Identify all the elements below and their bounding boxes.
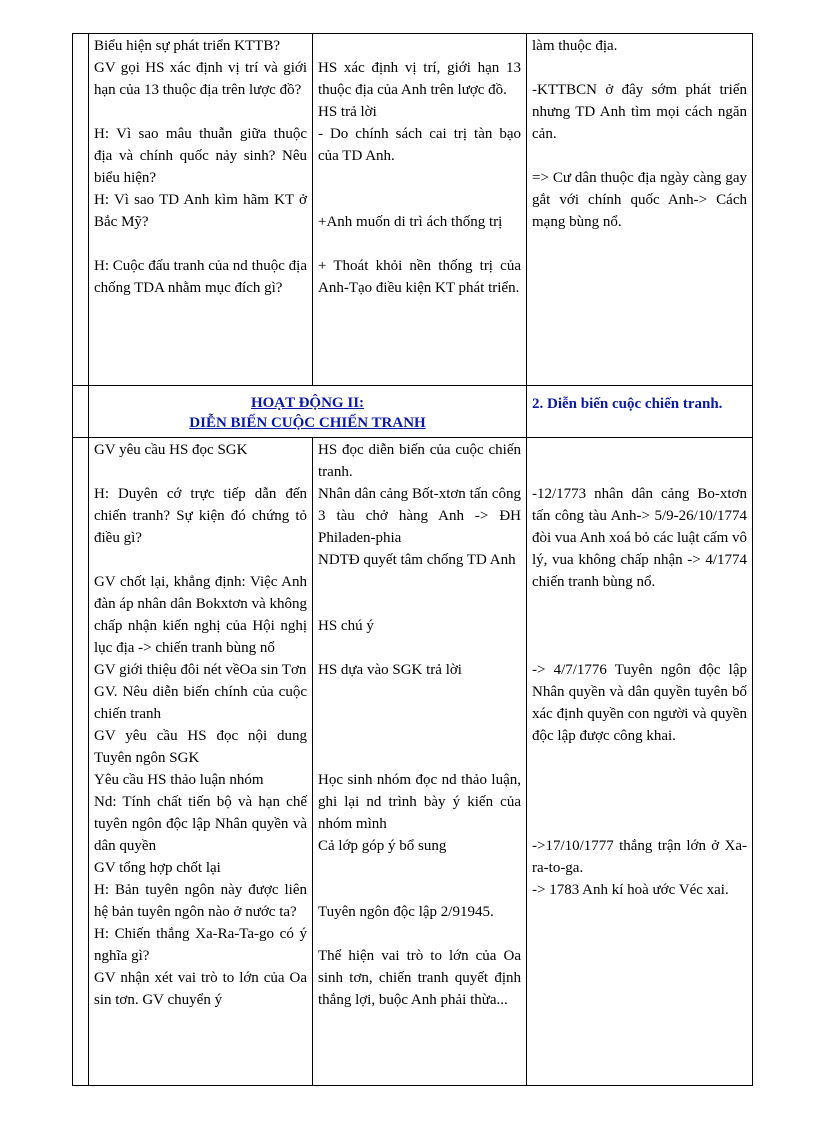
teacher-text: H: Chiến thắng Xa-Ra-Ta-go có ý nghĩa gì? [94,926,307,964]
student-text: HS xác định vị trí, giới hạn 13 thuộc địa của Anh trên lược đồ. [318,60,521,98]
teacher-text: H: Bản tuyên ngôn này được liên hệ bản tuyên ngôn nào ở nước ta? [94,882,307,920]
content-cell [527,438,753,1086]
teacher-text: GV gọi HS xác định vị trí và giới hạn của 13 thuộc địa trên lược đồ? [94,60,307,98]
teacher-text: GV yêu cầu HS đọc nội dung Tuyên ngôn SGK [94,728,307,766]
section-title: 2. Diễn biến cuộc chiến tranh. [532,396,723,412]
teacher-text: GV nhận xét vai trò to lớn của Oa sin tơn. GV chuyển ý [94,970,307,1008]
teacher-text: GV chốt lại, khẳng định: Việc Anh đàn áp nhân dân Bokxtơn và không chấp nhận kiến nghị của Hội nghị lục địa -> chiến tranh bùng nổ [94,574,307,656]
teacher-text: Biểu hiện sự phát triển KTTB? [94,38,281,54]
teacher-text: GV tổng hợp chốt lại [94,860,221,876]
teacher-text: Yêu cầu HS thảo luận nhóm [94,772,264,788]
student-text: Học sinh nhóm đọc nd thảo luận, ghi lại nd trình bày ý kiến của nhóm mình [318,772,521,832]
lesson-plan-table [72,33,753,1086]
margin-cell [73,438,89,1086]
content-text: làm thuộc địa. [532,38,618,54]
activity-heading-line2: DIỄN BIẾN CUỘC CHIẾN TRANH [189,415,426,431]
student-activity-cell [313,34,527,386]
student-text: Tuyên ngôn độc lập 2/91945. [318,904,494,920]
teacher-text: GV giới thiệu đôi nét vềOa sin Tơn [94,662,307,678]
teacher-text: H: Duyên cớ trực tiếp dẫn đến chiến tranh? Sự kiện đó chứng tỏ điều gì? [94,486,307,546]
teacher-text: GV. Nêu diễn biến chính của cuộc chiến tranh [94,684,307,722]
student-text: HS trả lời [318,104,377,120]
student-text: NDTĐ quyết tâm chống TD Anh [318,552,516,568]
teacher-text: Nd: Tính chất tiến bộ và hạn chế tuyên ngôn độc lập Nhân quyền và dân quyền [94,794,307,854]
activity-heading-cell [89,386,527,438]
student-text: - Do chính sách cai trị tàn bạo của TD Anh. [318,126,521,164]
teacher-text: H: Vì sao mâu thuẫn giữa thuộc địa và chính quốc nảy sinh? Nêu biểu hiện? [94,126,307,186]
teacher-activity-cell [89,34,313,386]
table-row-3 [73,438,753,1086]
margin-cell [73,34,89,386]
content-cell [527,34,753,386]
student-text: Thể hiện vai trò to lớn của Oa sinh tơn, chiến tranh quyết định thắng lợi, buộc Anh phải thừa... [318,948,521,1008]
teacher-activity-cell [89,438,313,1086]
teacher-text: GV yêu cầu HS đọc SGK [94,442,248,458]
table-row-1 [73,34,753,386]
student-text: HS đọc diễn biến của cuộc chiến tranh. [318,442,521,480]
table-row-heading [73,386,753,438]
content-text: => Cư dân thuộc địa ngày càng gay gắt với chính quốc Anh-> Cách mạng bùng nổ. [532,170,747,230]
student-text: Cả lớp góp ý bổ sung [318,838,447,854]
content-text: -> 1783 Anh kí hoà ước Véc xai. [532,882,729,898]
teacher-text: H: Cuộc đấu tranh của nd thuộc địa chống TDA nhằm mục đích gì? [94,258,307,296]
content-text: -KTTBCN ở đây sớm phát triển nhưng TD Anh tìm mọi cách ngăn cản. [532,82,747,142]
student-text: HS chú ý [318,618,374,634]
margin-cell [73,386,89,438]
student-text: Nhân dân cảng Bốt-xtơn tấn công 3 tàu chở hàng Anh -> ĐH Philaden-phia [318,486,521,546]
student-text: HS dựa vào SGK trả lời [318,662,462,678]
student-text: +Anh muốn di trì ách thống trị [318,214,503,230]
activity-heading-line1: HOẠT ĐỘNG II: [250,395,365,411]
student-text: + Thoát khỏi nền thống trị của Anh-Tạo điều kiện KT phát triển. [318,258,521,296]
section-title-cell [527,386,753,438]
content-text: ->17/10/1777 thắng trận lớn ở Xa-ra-to-ga. [532,838,747,876]
student-activity-cell [313,438,527,1086]
content-text: -> 4/7/1776 Tuyên ngôn độc lập Nhân quyền và dân quyền tuyên bố xác định quyền con người và quyền độc lập được công khai. [532,662,747,744]
teacher-text: H: Vì sao TD Anh kìm hãm KT ở Bắc Mỹ? [94,192,307,230]
content-text: -12/1773 nhân dân cảng Bo-xtơn tấn công tàu Anh-> 5/9-26/10/1774 đòi vua Anh xoá bỏ các luật cấm vô lý, vua không chấp nhận -> 4/1774 chiến tranh bùng nổ. [532,486,747,590]
